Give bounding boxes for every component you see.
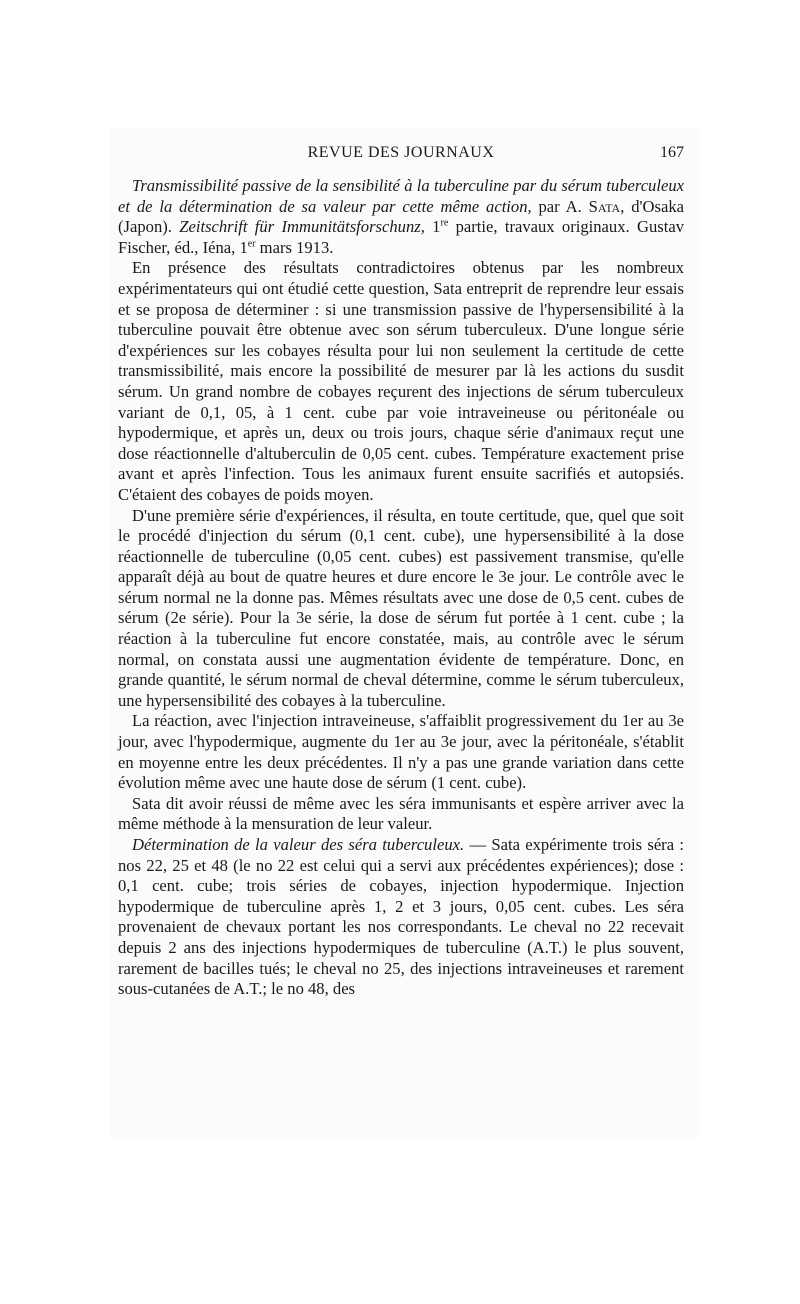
subsection-text: — Sata expérimente trois séra : nos 22, 25 et 48 (le no 22 est celui qui a servi aux précédentes expériences); dose : 0,1 cent. cube; trois séries de cobayes, injection hypodermique. Injection hypodermique de tuberculine après 1, 2 et 3 jours, 0,05 cent. cubes. Les séra provenaient de chevaux portant les nos correspondants. Le cheval no 22 recevait depuis 2 ans des injections hypodermiques de tuberculine (A.T.) le plus souvent, rarement de bacilles tués; le cheval no 25, des injections intraveineuses et rarement sous-cutanées de A.T.; le no 48, des bbox=[118, 835, 684, 999]
date-superscript: er bbox=[247, 238, 256, 250]
paragraph-1: En présence des résultats contradictoires obtenus par les nombreux expérimentateurs qui ont étudié cette question, Sata entreprit de reprendre leur essais et se proposa de déterminer : si une transmission passive de l'hypersensibilité à la tuberculine pouvait être obtenue avec son sérum tuberculeux. D'une longue série d'expériences sur les cobayes résulta pour lui non seulement la certitude de cette transmissibilité, mais encore la possibilité de mesurer par là les actions du susdit sérum. Un grand nombre de cobayes reçurent des injections de sérum tuberculeux variant de 0,1, 05, à 1 cent. cube par voie intraveineuse ou péritonéale ou hypodermique, et après un, deux ou trois jours, chaque série d'animaux reçut une dose réactionnelle d'altuberculin de 0,05 cent. cubes. Température exactement prise avant et après l'infection. Tous les animaux furent ensuite sacrifiés et autopsiés. C'étaient des cobayes de poids moyen. bbox=[118, 258, 684, 504]
article-title: Transmissibilité passive de la sensibilité à la tuberculine par du sérum tuberculeux et de la détermination de sa valeur par cette même action, bbox=[118, 176, 684, 216]
date-rest: mars 1913. bbox=[255, 237, 334, 257]
paragraph-3: La réaction, avec l'injection intraveineuse, s'affaiblit progressivement du 1er au 3e jour, avec l'hypodermique, augmente du 1er au 3e jour, avec la péritonéale, s'établit en moyenne entre les deux précédentes. Il n'y a pas une grande variation dans cette évolution même avec une haute dose de sérum (1 cent. cube). bbox=[118, 711, 684, 793]
page-header bbox=[118, 144, 684, 168]
subsection-title: Détermination de la valeur des séra tuberculeux. bbox=[132, 835, 465, 854]
part-number: 1 bbox=[424, 217, 441, 237]
page-number: 167 bbox=[660, 144, 684, 161]
part-superscript: re bbox=[440, 217, 449, 229]
subsection-paragraph bbox=[118, 835, 684, 1000]
citation-rest: partie, travaux originaux. Gustav Fischer, éd., Iéna, bbox=[118, 217, 685, 257]
author-name: Sata bbox=[588, 196, 621, 216]
article-heading bbox=[118, 176, 684, 258]
article-body bbox=[118, 176, 684, 1000]
author-prefix: par A. bbox=[531, 196, 589, 216]
journal-name: Zeitschrift für Immunitätsforschunz, bbox=[179, 217, 425, 237]
paragraph-4: Sata dit avoir réussi de même avec les séra immunisants et espère arriver avec la même méthode à la mensuration de leur valeur. bbox=[118, 793, 684, 834]
paragraph-2: D'une première série d'expériences, il résulta, en toute certitude, que, quel que soit le procédé d'injection du sérum (0,1 cent. cube), une hypersensibilité à la dose réactionnelle de tuberculine (0,05 cent. cubes) est passivement transmise, qu'elle apparaît déjà au bout de quatre heures et dure encore le 3e jour. Le contrôle avec le sérum normal ne la donne pas. Mêmes résultats avec une dose de 0,5 cent. cubes de sérum (2e série). Pour la 3e série, la dose de sérum fut portée à 1 cent. cube ; la réaction à la tuberculine fut encore constatée, mais, au contrôle avec le sérum normal, on constata aussi une augmentation évidente de température. Donc, en grande quantité, le sérum normal de cheval détermine, comme le sérum tuberculeux, une hypersensibilité des cobayes à la tuberculine. bbox=[118, 505, 684, 710]
date-number: 1 bbox=[239, 237, 248, 257]
author-suffix: , d'Osaka (Japon). bbox=[118, 196, 684, 237]
running-head: REVUE DES JOURNAUX bbox=[307, 144, 495, 161]
